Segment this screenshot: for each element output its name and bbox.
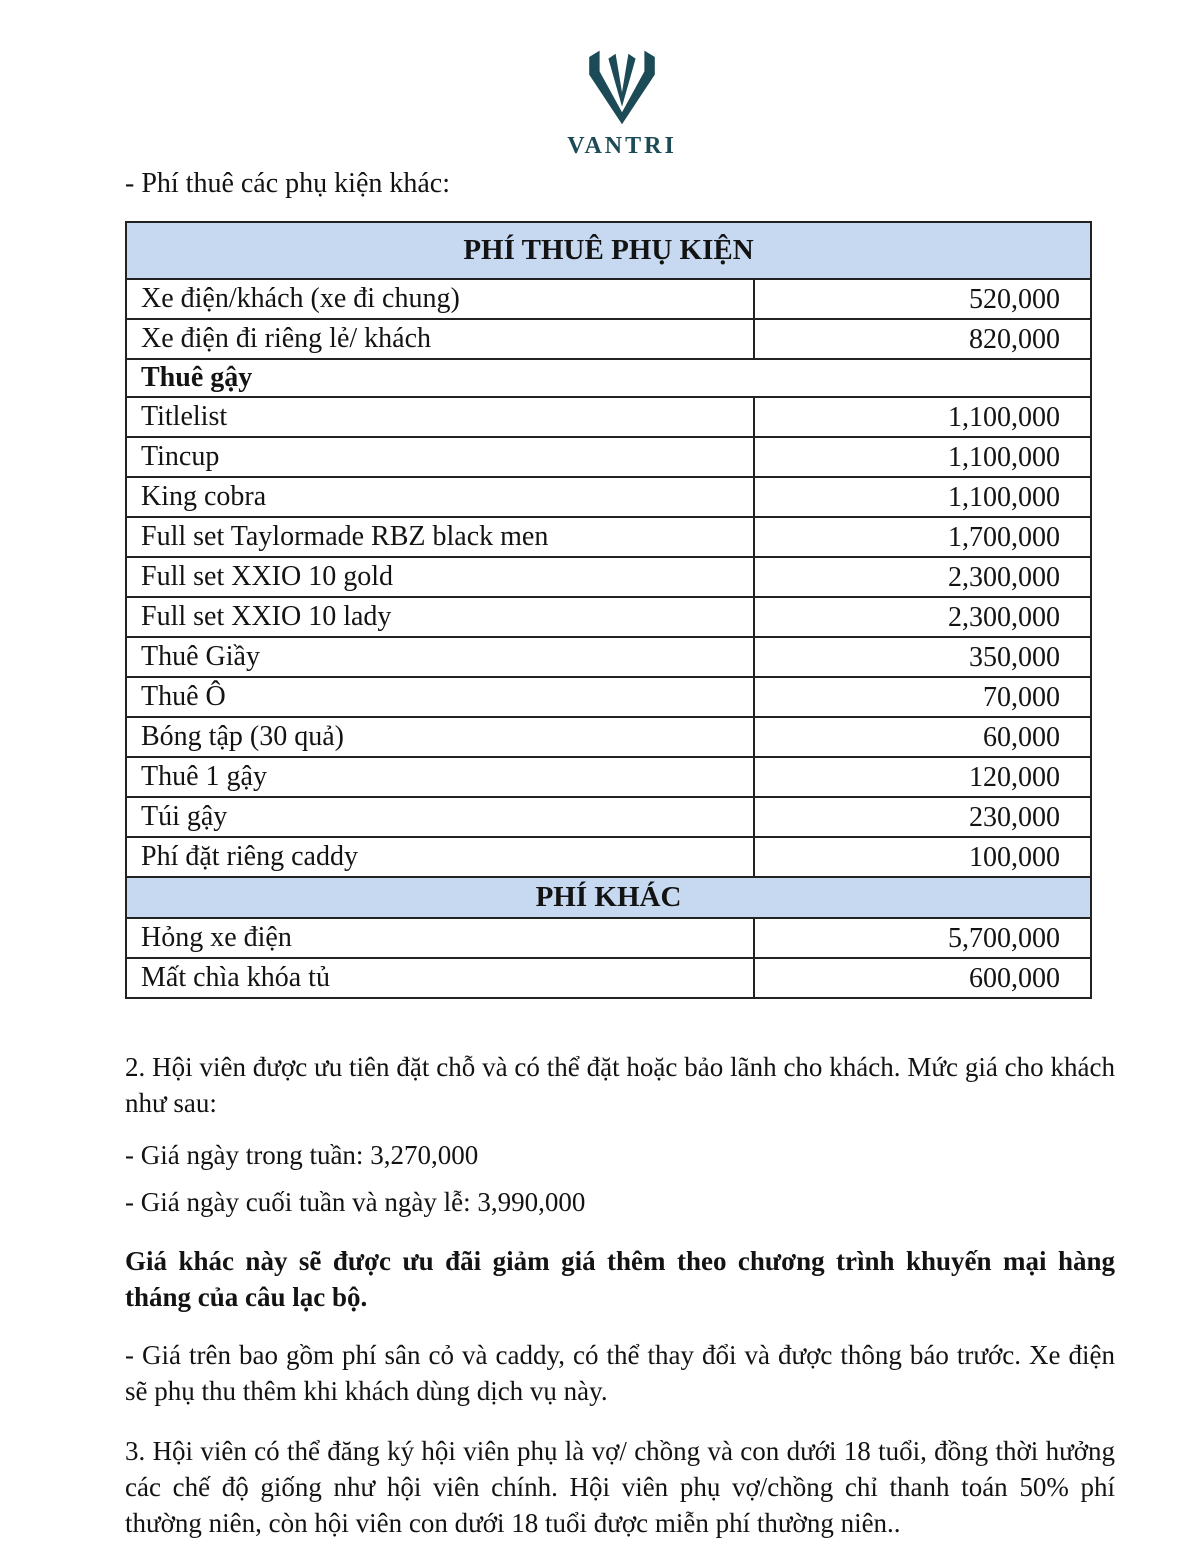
row-value: 600,000: [754, 958, 1091, 998]
row-value: 2,300,000: [754, 557, 1091, 597]
paragraph-member-guest: 2. Hội viên được ưu tiên đặt chỗ và có thể đặt hoặc bảo lãnh cho khách. Mức giá cho khách như sau:: [125, 1052, 1115, 1118]
brand-name: VANTRI: [567, 133, 677, 159]
table-row: [126, 637, 1091, 677]
row-label: Full set Taylormade RBZ black men: [126, 517, 754, 557]
row-value: 60,000: [754, 717, 1091, 757]
row-label: Thuê Ô: [126, 677, 754, 717]
row-value: 100,000: [754, 837, 1091, 877]
paragraph-price-note: - Giá trên bao gồm phí sân cỏ và caddy, có thể thay đổi và được thông báo trước. Xe điện sẽ phụ thu thêm khi khách dùng dịch vụ này.: [125, 1340, 1115, 1406]
row-label: Full set XXIO 10 gold: [126, 557, 754, 597]
table-row: [126, 557, 1091, 597]
table-row: [126, 397, 1091, 437]
bullet-weekend-price: - Giá ngày cuối tuần và ngày lễ: 3,990,000: [125, 1187, 586, 1217]
intro-line: - Phí thuê các phụ kiện khác:: [125, 168, 451, 199]
table-title: PHÍ THUÊ PHỤ KIỆN: [126, 222, 1091, 279]
row-value: 1,100,000: [754, 437, 1091, 477]
vantri-v-emblem-icon: [582, 44, 662, 126]
other-fees-title-row: [126, 877, 1091, 918]
row-value: 120,000: [754, 757, 1091, 797]
table-row: [126, 437, 1091, 477]
table-row: [126, 958, 1091, 998]
row-value: 1,700,000: [754, 517, 1091, 557]
row-value: 350,000: [754, 637, 1091, 677]
fee-table: [125, 221, 1092, 999]
row-value: 1,100,000: [754, 477, 1091, 517]
table-row: [126, 717, 1091, 757]
section-header: Thuê gậy: [126, 359, 1091, 397]
row-label: King cobra: [126, 477, 754, 517]
table-row: [126, 757, 1091, 797]
row-label: Tincup: [126, 437, 754, 477]
row-value: 230,000: [754, 797, 1091, 837]
row-value: 2,300,000: [754, 597, 1091, 637]
row-label: Túi gậy: [126, 797, 754, 837]
table-row: [126, 517, 1091, 557]
table-title-row: [126, 222, 1091, 279]
table-row: [126, 597, 1091, 637]
table-row: [126, 319, 1091, 359]
row-value: 70,000: [754, 677, 1091, 717]
other-fees-title: PHÍ KHÁC: [126, 877, 1091, 918]
table-row: [126, 477, 1091, 517]
row-label: Thuê 1 gậy: [126, 757, 754, 797]
table-row: [126, 918, 1091, 958]
row-label: Thuê Giầy: [126, 637, 754, 677]
paragraph-promo-bold: Giá khác này sẽ được ưu đãi giảm giá thêm theo chương trình khuyến mại hàng tháng của câu lạc bộ.: [125, 1246, 1115, 1312]
row-label: Bóng tập (30 quả): [126, 717, 754, 757]
row-label: Xe điện/khách (xe đi chung): [126, 279, 754, 319]
table-row: [126, 797, 1091, 837]
row-value: 1,100,000: [754, 397, 1091, 437]
row-value: 820,000: [754, 319, 1091, 359]
row-label: Mất chìa khóa tủ: [126, 958, 754, 998]
row-label: Hỏng xe điện: [126, 918, 754, 958]
row-label: Full set XXIO 10 lady: [126, 597, 754, 637]
table-row: [126, 837, 1091, 877]
row-value: 520,000: [754, 279, 1091, 319]
logo-block: [22, 0, 1200, 160]
body-text: [125, 1049, 1115, 1541]
table-row: [126, 677, 1091, 717]
row-value: 5,700,000: [754, 918, 1091, 958]
table-row: [126, 279, 1091, 319]
row-label: Titlelist: [126, 397, 754, 437]
paragraph-sub-member: 3. Hội viên có thể đăng ký hội viên phụ là vợ/ chồng và con dưới 18 tuổi, đồng thời hưởng các chế độ giống như hội viên chính. Hội viên phụ vợ/chồng chỉ thanh toán 50% phí thường niên, còn hội viên con dưới 18 tuổi được miễn phí thường niên..: [125, 1436, 1115, 1538]
table-section-row: [126, 359, 1091, 397]
row-label: Xe điện đi riêng lẻ/ khách: [126, 319, 754, 359]
bullet-weekday-price: - Giá ngày trong tuần: 3,270,000: [125, 1140, 479, 1170]
row-label: Phí đặt riêng caddy: [126, 837, 754, 877]
